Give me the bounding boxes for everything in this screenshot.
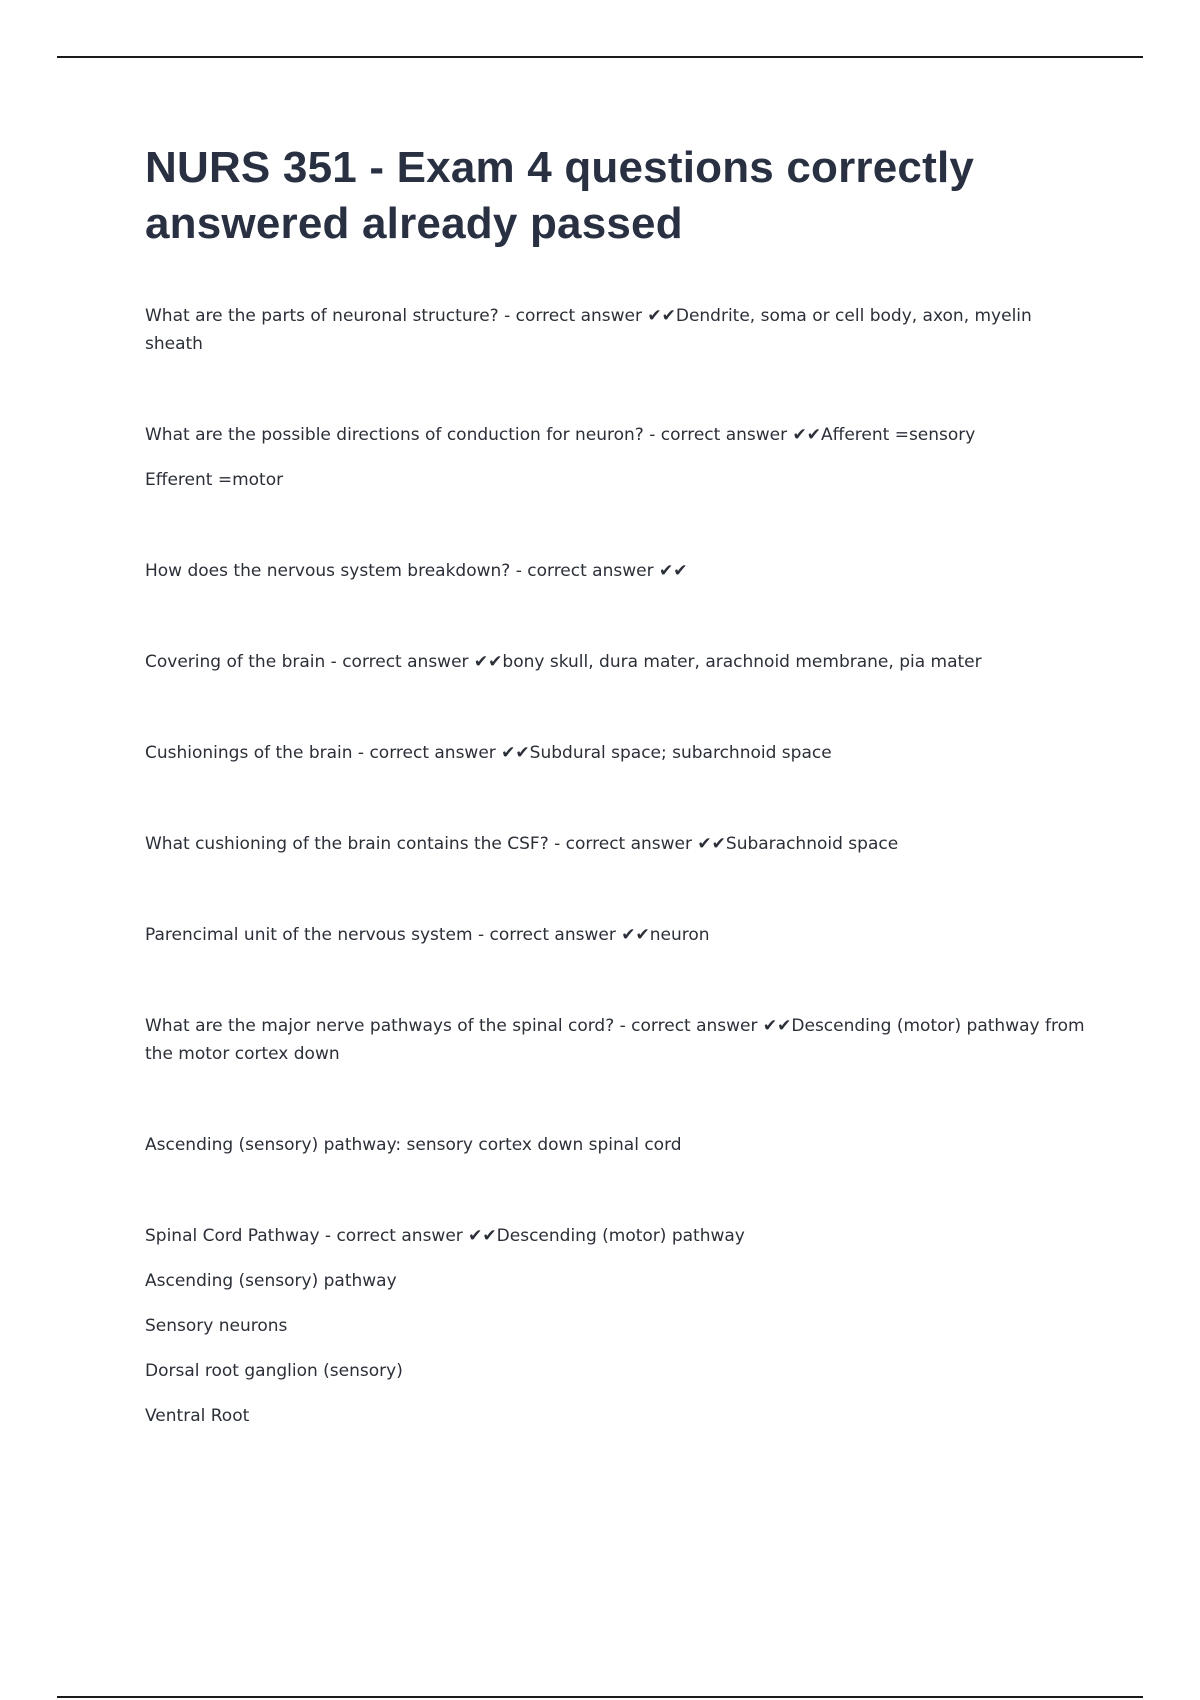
qa-block xyxy=(145,421,1095,494)
qa-text: Covering of the brain - correct answer ✔✔bony skull, dura mater, arachnoid membrane, pia mater xyxy=(145,652,982,672)
qa-text: What are the major nerve pathways of the spinal cord? - correct answer ✔✔Descending (motor) pathway from the motor cortex down xyxy=(145,1016,1085,1064)
qa-list xyxy=(145,302,1095,1430)
qa-block xyxy=(145,557,1095,585)
qa-text: Efferent =motor xyxy=(145,470,284,490)
qa-text: What cushioning of the brain contains the CSF? - correct answer ✔✔Subarachnoid space xyxy=(145,834,899,854)
qa-text: Sensory neurons xyxy=(145,1316,288,1336)
qa-block xyxy=(145,1131,1095,1159)
qa-text: What are the possible directions of conduction for neuron? - correct answer ✔✔Afferent =sensory xyxy=(145,425,976,445)
qa-text: Dorsal root ganglion (sensory) xyxy=(145,1361,403,1381)
qa-block xyxy=(145,830,1095,858)
qa-block xyxy=(145,302,1095,358)
qa-text: Parencimal unit of the nervous system - correct answer ✔✔neuron xyxy=(145,925,710,945)
qa-block xyxy=(145,648,1095,676)
qa-text: Spinal Cord Pathway - correct answer ✔✔Descending (motor) pathway xyxy=(145,1226,745,1246)
qa-text: Ascending (sensory) pathway: sensory cortex down spinal cord xyxy=(145,1135,682,1155)
document-body xyxy=(145,140,1095,1493)
qa-text: Ventral Root xyxy=(145,1406,250,1426)
qa-text: How does the nervous system breakdown? - correct answer ✔✔ xyxy=(145,561,688,581)
qa-block xyxy=(145,1012,1095,1068)
qa-text: Ascending (sensory) pathway xyxy=(145,1271,397,1291)
qa-block xyxy=(145,1222,1095,1430)
qa-block xyxy=(145,739,1095,767)
top-rule xyxy=(57,56,1143,58)
document-title: NURS 351 - Exam 4 questions correctly answered already passed xyxy=(145,143,975,248)
qa-text: Cushionings of the brain - correct answer ✔✔Subdural space; subarchnoid space xyxy=(145,743,832,763)
qa-text: What are the parts of neuronal structure? - correct answer ✔✔Dendrite, soma or cell body, axon, myelin sheath xyxy=(145,306,1032,354)
bottom-rule xyxy=(57,1696,1143,1698)
qa-block xyxy=(145,921,1095,949)
